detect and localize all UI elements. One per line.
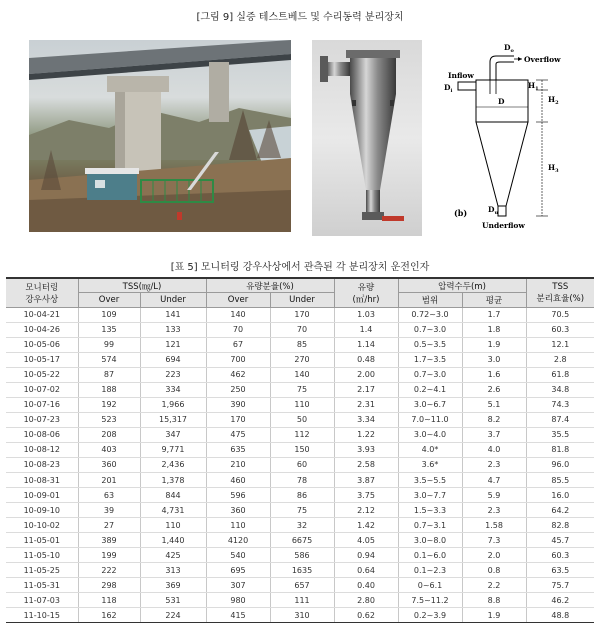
table-cell: 87.4 [526,412,594,427]
table-cell: 586 [270,548,334,563]
table-cell: 2.31 [334,397,398,412]
table-cell: 10-07-23 [6,412,78,427]
table-row [6,593,594,608]
table-cell: 201 [78,473,140,488]
table-row [6,382,594,397]
table-cell: 110 [270,397,334,412]
table-cell: 1,440 [140,533,206,548]
table-cell: 4.05 [334,533,398,548]
table-cell: 3.0~6.7 [398,397,462,412]
table-cell: 1635 [270,563,334,578]
table-cell: 10-08-31 [6,473,78,488]
header-monitoring-event: 모니터링 강우사상 [6,278,78,307]
header-tss-efficiency: TSS 분리효율(%) [526,278,594,307]
table-cell: 199 [78,548,140,563]
table-row [6,518,594,533]
label-panel-b: (b) [454,208,468,218]
table-cell: 250 [206,382,270,397]
table-cell: 403 [78,442,140,457]
table-cell: 75 [270,503,334,518]
table-cell: 3.75 [334,488,398,503]
table-cell: 3.7 [462,427,526,442]
table-row [6,503,594,518]
table-row [6,367,594,382]
header-tss: TSS(㎎/L) [78,278,206,293]
label-inflow: Inflow [448,71,474,80]
table-cell: 3.0~8.0 [398,533,462,548]
table-row [6,427,594,442]
header-flow-under: Under [270,293,334,308]
table-cell: 1,966 [140,397,206,412]
table-cell: 2.3 [462,457,526,472]
table-cell: 1.22 [334,427,398,442]
testbed-photo [29,40,291,232]
table-cell: 425 [140,548,206,563]
table-cell: 10-09-10 [6,503,78,518]
header-flow: 유량 (㎥/hr) [334,278,398,307]
table-cell: 3.0~7.7 [398,488,462,503]
table-cell: 70 [206,322,270,337]
table-cell: 78 [270,473,334,488]
table-cell: 4120 [206,533,270,548]
table-cell: 1.6 [462,367,526,382]
table-cell: 460 [206,473,270,488]
table-cell: 223 [140,367,206,382]
table-cell: 121 [140,337,206,352]
table-cell: 574 [78,352,140,367]
table-cell: 74.3 [526,397,594,412]
table-cell: 0.40 [334,578,398,593]
table-cell: 0~6.1 [398,578,462,593]
table-row [6,488,594,503]
hydrocyclone-schematic [438,40,576,236]
label-h2: $H_2$ [548,95,559,106]
table-cell: 133 [140,322,206,337]
table-cell: 0.7~3.0 [398,367,462,382]
header-head-range: 범위 [398,293,462,308]
table-row [6,412,594,427]
table-cell: 3.93 [334,442,398,457]
table-cell: 844 [140,488,206,503]
table-row [6,578,594,593]
table-cell: 5.9 [462,488,526,503]
table-cell: 8.8 [462,593,526,608]
table-cell: 60.3 [526,322,594,337]
table-cell: 0.8 [462,563,526,578]
table-cell: 10-08-12 [6,442,78,457]
testbed-photo-illustration [29,40,291,232]
table-cell: 10-08-23 [6,457,78,472]
table-cell: 8.2 [462,412,526,427]
table-cell: 12.1 [526,337,594,352]
table-cell: 224 [140,608,206,623]
table-cell: 531 [140,593,206,608]
table-cell: 4.0* [398,442,462,457]
table-cell: 0.48 [334,352,398,367]
table-cell: 3.5~5.5 [398,473,462,488]
table-cell: 11-05-01 [6,533,78,548]
table-cell: 3.6* [398,457,462,472]
table-cell: 96.0 [526,457,594,472]
table-cell: 0.1~2.3 [398,563,462,578]
table-cell: 60.3 [526,548,594,563]
table-cell: 7.3 [462,533,526,548]
table-cell: 0.5~3.5 [398,337,462,352]
table-row [6,442,594,457]
table-cell: 657 [270,578,334,593]
table-cell: 99 [78,337,140,352]
separator-device-illustration [312,40,422,236]
header-tss-under: Under [140,293,206,308]
label-d: D [498,97,505,106]
table-cell: 63.5 [526,563,594,578]
table-cell: 11-05-31 [6,578,78,593]
table-cell: 1.9 [462,337,526,352]
table-row [6,307,594,322]
table-cell: 635 [206,442,270,457]
table-cell: 61.8 [526,367,594,382]
table-cell: 162 [78,608,140,623]
table-cell: 70.5 [526,307,594,322]
table-cell: 70 [270,322,334,337]
header-head-mean: 평균 [462,293,526,308]
table-cell: 307 [206,578,270,593]
figure-caption: [그림 9] 실증 테스트베드 및 수리동력 분리장치 [196,12,404,23]
label-h1: $H_1$ [528,81,539,92]
table-cell: 2.8 [526,352,594,367]
table-cell: 1,378 [140,473,206,488]
table-cell: 334 [140,382,206,397]
table-row [6,322,594,337]
label-h3: $H_3$ [548,163,559,174]
table-cell: 11-07-03 [6,593,78,608]
label-do: $D_o$ [504,43,514,54]
table-cell: 0.2~3.9 [398,608,462,623]
table-row [6,352,594,367]
hydrocyclone-diagram [438,40,576,236]
table-cell: 2.80 [334,593,398,608]
table-cell: 475 [206,427,270,442]
table-cell: 1.42 [334,518,398,533]
table-cell: 112 [270,427,334,442]
label-di: $D_i$ [444,83,453,94]
table-cell: 81.8 [526,442,594,457]
table-cell: 222 [78,563,140,578]
table-cell: 4.7 [462,473,526,488]
table-cell: 10-05-06 [6,337,78,352]
table-cell: 462 [206,367,270,382]
table-cell: 118 [78,593,140,608]
table-cell: 389 [78,533,140,548]
table-cell: 45.7 [526,533,594,548]
table-cell: 208 [78,427,140,442]
table-cell: 3.0 [462,352,526,367]
table-cell: 2,436 [140,457,206,472]
table-row [6,457,594,472]
table-cell: 170 [206,412,270,427]
table-cell: 10-05-17 [6,352,78,367]
table-cell: 695 [206,563,270,578]
table-cell: 596 [206,488,270,503]
table-cell: 35.5 [526,427,594,442]
table-cell: 10-09-01 [6,488,78,503]
table-cell: 4,731 [140,503,206,518]
table-cell: 85 [270,337,334,352]
table-row [6,473,594,488]
table-cell: 75 [270,382,334,397]
header-tss-over: Over [78,293,140,308]
table-cell: 188 [78,382,140,397]
table-cell: 60 [270,457,334,472]
table-cell: 210 [206,457,270,472]
table-cell: 7.5~11.2 [398,593,462,608]
table-cell: 110 [140,518,206,533]
table-cell: 6675 [270,533,334,548]
table-cell: 10-07-16 [6,397,78,412]
table-cell: 1.9 [462,608,526,623]
table-cell: 523 [78,412,140,427]
table-row [6,548,594,563]
table-cell: 0.62 [334,608,398,623]
table-cell: 140 [206,307,270,322]
table-cell: 2.2 [462,578,526,593]
table-cell: 0.2~4.1 [398,382,462,397]
table-cell: 390 [206,397,270,412]
table-row [6,608,594,623]
operating-parameters-table [6,277,594,623]
table-cell: 11-05-10 [6,548,78,563]
table-cell: 2.17 [334,382,398,397]
table-cell: 369 [140,578,206,593]
label-du: $D_u$ [488,205,499,216]
table-cell: 15,317 [140,412,206,427]
table-cell: 4.0 [462,442,526,457]
table-cell: 1.7~3.5 [398,352,462,367]
table-cell: 1.8 [462,322,526,337]
table-cell: 540 [206,548,270,563]
table-cell: 150 [270,442,334,457]
table-cell: 63 [78,488,140,503]
table-cell: 11-10-15 [6,608,78,623]
table-cell: 7.0~11.0 [398,412,462,427]
table-cell: 16.0 [526,488,594,503]
table-cell: 1.4 [334,322,398,337]
header-flow-ratio: 유량분율(%) [206,278,334,293]
table-cell: 10-10-02 [6,518,78,533]
table-cell: 2.00 [334,367,398,382]
header-pressure-head: 압력수두(m) [398,278,526,293]
table-cell: 5.1 [462,397,526,412]
table-cell: 48.8 [526,608,594,623]
table-cell: 46.2 [526,593,594,608]
table-cell: 110 [206,518,270,533]
table-cell: 360 [206,503,270,518]
table-cell: 32 [270,518,334,533]
table-cell: 1.03 [334,307,398,322]
table-cell: 2.3 [462,503,526,518]
table-cell: 0.72~3.0 [398,307,462,322]
table-cell: 85.5 [526,473,594,488]
table-cell: 700 [206,352,270,367]
table-cell: 86 [270,488,334,503]
table-cell: 347 [140,427,206,442]
table-cell: 1.7 [462,307,526,322]
label-underflow: Underflow [482,221,525,230]
table-cell: 170 [270,307,334,322]
table-cell: 50 [270,412,334,427]
table-cell: 82.8 [526,518,594,533]
table-cell: 298 [78,578,140,593]
table-cell: 192 [78,397,140,412]
table-row [6,533,594,548]
table-cell: 3.34 [334,412,398,427]
table-cell: 27 [78,518,140,533]
table-cell: 694 [140,352,206,367]
label-overflow: Overflow [524,55,561,64]
table-cell: 1.5~3.3 [398,503,462,518]
table-cell: 109 [78,307,140,322]
table-cell: 270 [270,352,334,367]
table-caption: [표 5] 모니터링 강우사상에서 관측된 각 분리장치 운전인자 [170,262,430,273]
table-cell: 2.12 [334,503,398,518]
table-cell: 2.0 [462,548,526,563]
table-cell: 0.7~3.0 [398,322,462,337]
header-flow-over: Over [206,293,270,308]
table-cell: 0.64 [334,563,398,578]
table-cell: 10-07-02 [6,382,78,397]
table-cell: 360 [78,457,140,472]
table-cell: 1.14 [334,337,398,352]
table-cell: 0.7~3.1 [398,518,462,533]
table-row [6,563,594,578]
table-cell: 9,771 [140,442,206,457]
table-cell: 64.2 [526,503,594,518]
table-cell: 2.6 [462,382,526,397]
table-cell: 111 [270,593,334,608]
table-cell: 10-04-21 [6,307,78,322]
table-cell: 0.94 [334,548,398,563]
table-cell: 10-04-26 [6,322,78,337]
table-cell: 10-05-22 [6,367,78,382]
table-cell: 3.0~4.0 [398,427,462,442]
table-cell: 141 [140,307,206,322]
table-cell: 39 [78,503,140,518]
table-row [6,397,594,412]
table-cell: 11-05-25 [6,563,78,578]
table-cell: 34.8 [526,382,594,397]
table-cell: 980 [206,593,270,608]
table-cell: 87 [78,367,140,382]
table-cell: 67 [206,337,270,352]
table-cell: 1.58 [462,518,526,533]
table-cell: 140 [270,367,334,382]
table-row [6,337,594,352]
separator-device-photo [312,40,422,236]
table-cell: 3.87 [334,473,398,488]
table-cell: 310 [270,608,334,623]
table-cell: 75.7 [526,578,594,593]
table-cell: 135 [78,322,140,337]
table-cell: 415 [206,608,270,623]
table-cell: 313 [140,563,206,578]
table-cell: 2.58 [334,457,398,472]
table-cell: 10-08-06 [6,427,78,442]
table-cell: 0.1~6.0 [398,548,462,563]
